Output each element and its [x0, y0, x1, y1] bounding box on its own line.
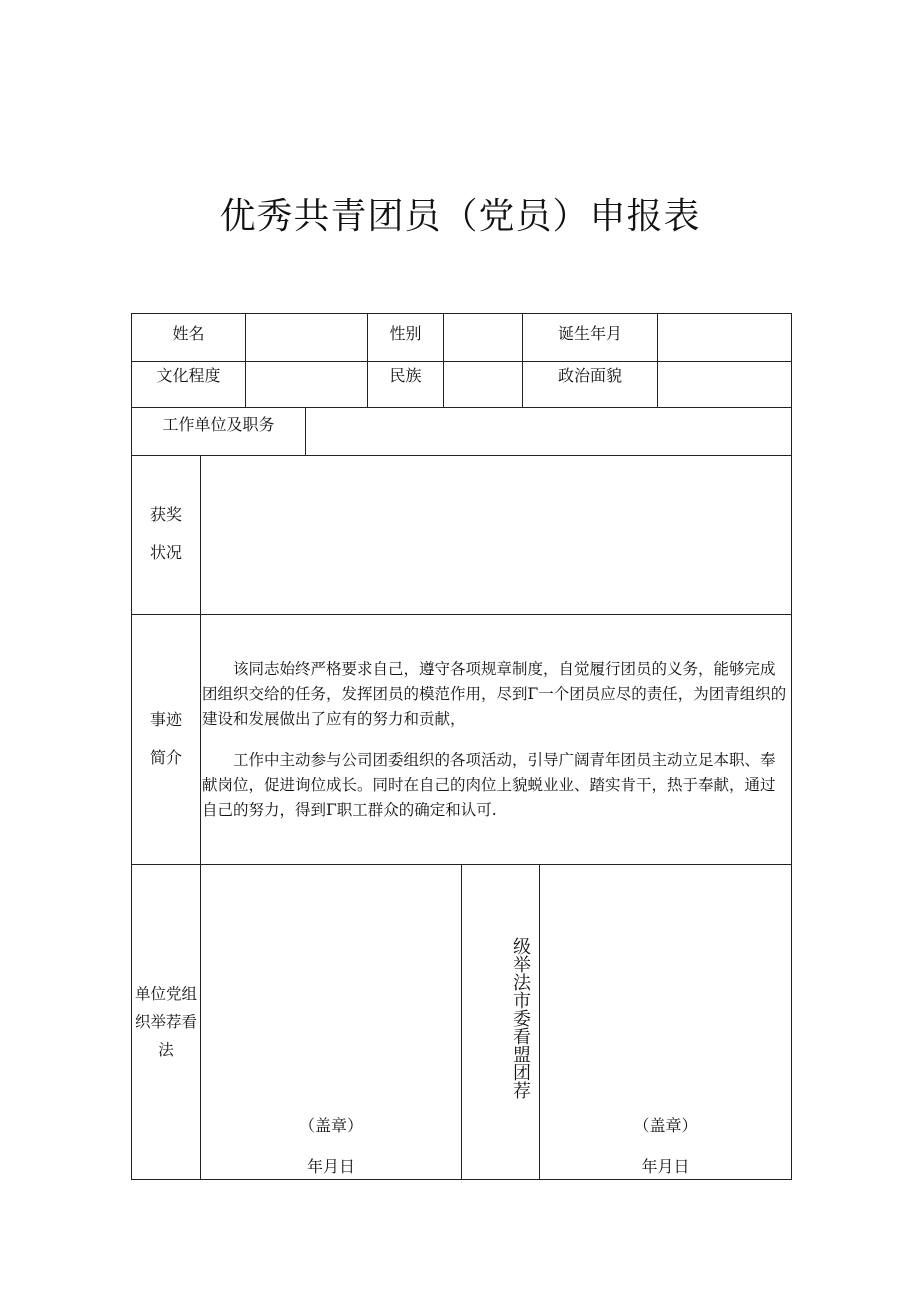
- gender-value-field[interactable]: [444, 315, 521, 360]
- unit-recommend-label: [132, 982, 200, 1062]
- political-value-field[interactable]: [658, 362, 790, 406]
- unit-recommend-label-line2: 织举荐看: [134, 1013, 197, 1031]
- unit-recommend-label-line1: 单位党组: [134, 985, 197, 1003]
- work-label: 工作单位及职务: [162, 415, 275, 434]
- name-value-field[interactable]: [246, 315, 366, 360]
- awards-label: [132, 494, 200, 574]
- deeds-paragraph-1: 该同志始终严格要求自己，遵守各项规章制度，自觉履行团员的义务，能够完成团组织交给的任务，发挥团员的模范作用，尽到Γ一个团员应尽的责任，为团青组织的建设和发展做出了应有的努力和贡献，: [202, 660, 787, 728]
- awards-value-field[interactable]: [201, 456, 790, 613]
- seal-left: （盖章）: [298, 1116, 363, 1135]
- deeds-label: [132, 699, 200, 779]
- city-recommend-label: 级举法市委看盟团荐: [510, 937, 531, 1099]
- city-opinion-field[interactable]: [540, 865, 790, 1115]
- ethnicity-label: 民族: [389, 366, 422, 385]
- awards-label-line1: 获奖: [149, 505, 182, 524]
- row-divider: [132, 614, 791, 615]
- seal-right: （盖章）: [633, 1116, 698, 1135]
- deeds-paragraph-2: 工作中主动参与公司团委组织的各项活动，引导广阔青年团员主动立足本职、奉献岗位，促进询位成长。同时在自己的肉位上貌蜕业业、踏实肯干，热于奉献，通过自己的努力，得到Γ职工群众的确定和认可.: [202, 751, 776, 819]
- application-form-table: [131, 313, 792, 1180]
- unit-recommend-label-line3: 法: [158, 1041, 174, 1059]
- education-label: 文化程度: [156, 366, 221, 385]
- date-left: 年月日: [306, 1157, 355, 1176]
- deeds-label-line1: 事迹: [149, 710, 182, 729]
- page-title: 优秀共青团员（党员）申报表: [219, 196, 701, 237]
- unit-opinion-field[interactable]: [201, 865, 460, 1115]
- awards-label-line2: 状况: [149, 543, 182, 562]
- work-value-field[interactable]: [306, 408, 790, 454]
- date-right: 年月日: [641, 1157, 690, 1176]
- gender-label: 性别: [389, 324, 422, 343]
- deeds-text: [202, 657, 788, 823]
- birth-label: 诞生年月: [557, 324, 622, 343]
- col-divider: [461, 864, 462, 1179]
- ethnicity-value-field[interactable]: [444, 362, 521, 406]
- deeds-label-line2: 简介: [149, 748, 182, 767]
- political-label: 政治面貌: [557, 366, 622, 385]
- birth-value-field[interactable]: [658, 315, 790, 360]
- name-label: 姓名: [172, 324, 205, 343]
- education-value-field[interactable]: [246, 362, 366, 406]
